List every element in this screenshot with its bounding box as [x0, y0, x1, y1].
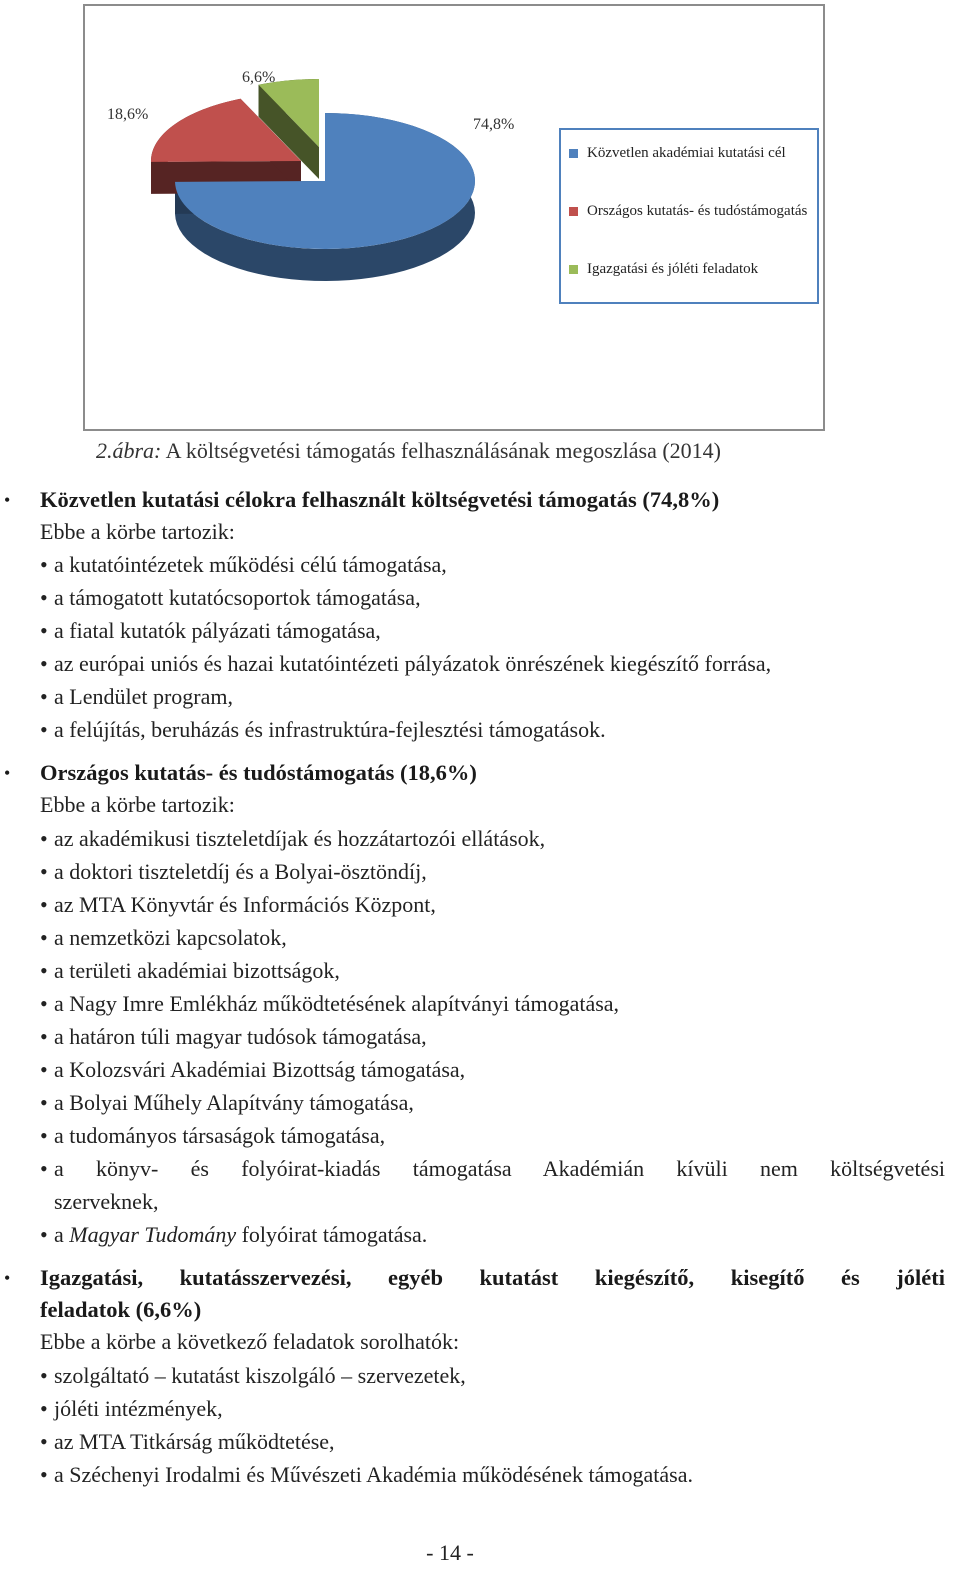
list-item: • az MTA Könyvtár és Információs Központ,: [40, 892, 436, 917]
section-3-intro: Ebbe a körbe a következő feladatok sorolhatók:: [40, 1329, 460, 1354]
section-2-intro: Ebbe a körbe tartozik:: [40, 792, 235, 817]
journal-title: Magyar Tudomány: [69, 1222, 237, 1247]
list-item: • a fiatal kutatók pályázati támogatása,: [40, 618, 381, 643]
figure-caption-text: A költségvetési támogatás felhasználásának megoszlása (2014): [161, 438, 721, 463]
section-3-title-line2: feladatok (6,6%): [40, 1297, 202, 1322]
list-item: • a tudományos társaságok támogatása,: [40, 1123, 386, 1148]
legend-label-3: Igazgatási és jóléti feladatok: [587, 261, 759, 277]
section-1-bullet: •: [4, 490, 11, 510]
legend-swatch-green: [569, 265, 578, 274]
list-item: • a Kolozsvári Akadémiai Bizottság támogatása,: [40, 1057, 466, 1082]
list-item: • a Nagy Imre Emlékház működtetésének alapítványi támogatása,: [40, 991, 620, 1016]
figure-number: 2.ábra:: [96, 438, 162, 463]
pie-label-green: 6,6%: [242, 69, 276, 86]
section-2-title: Országos kutatás- és tudóstámogatás (18,6%): [40, 760, 477, 785]
list-item: • a Lendület program,: [40, 684, 233, 709]
list-item: • a kutatóintézetek működési célú támogatása,: [40, 552, 447, 577]
list-item: • a doktori tiszteletdíj és a Bolyai-ösztöndíj,: [40, 859, 427, 884]
list-item: • az MTA Titkárság működtetése,: [40, 1429, 335, 1454]
chart-legend: [559, 128, 819, 304]
list-item: • szolgáltató – kutatást kiszolgáló – szervezetek,: [40, 1363, 466, 1388]
list-item: • a felújítás, beruházás és infrastruktúra-fejlesztési támogatások.: [40, 717, 606, 742]
list-item: • a Bolyai Műhely Alapítvány támogatása,: [40, 1090, 414, 1115]
legend-label-1: Közvetlen akadémiai kutatási cél: [587, 145, 786, 161]
figure-caption: [96, 438, 721, 464]
list-item: • a területi akadémiai bizottságok,: [40, 958, 340, 983]
pie-label-blue: 74,8%: [473, 116, 515, 133]
section-1-title: Közvetlen kutatási célokra felhasznált költségvetési támogatás (74,8%): [40, 487, 720, 512]
pie-chart-frame: [83, 4, 825, 431]
list-item: • az európai uniós és hazai kutatóintézeti pályázatok önrészének kiegészítő forrása,: [40, 651, 772, 676]
pie-label-red: 18,6%: [107, 106, 149, 123]
section-3-bullet: •: [4, 1268, 11, 1288]
list-item: • a nemzetközi kapcsolatok,: [40, 925, 287, 950]
list-item: • a Széchenyi Irodalmi és Művészeti Akadémia működésének támogatása.: [40, 1462, 694, 1487]
list-item: • a határon túli magyar tudósok támogatása,: [40, 1024, 427, 1049]
legend-swatch-blue: [569, 149, 578, 158]
list-item: • a Magyar Tudomány folyóirat támogatása.: [40, 1222, 428, 1247]
list-item: • jóléti intézmények,: [40, 1396, 223, 1421]
list-item-long-continued: szerveknek,: [54, 1189, 159, 1214]
list-item: • a támogatott kutatócsoportok támogatása,: [40, 585, 421, 610]
list-item: • az akadémikusi tiszteletdíjak és hozzátartozói ellátások,: [40, 826, 546, 851]
legend-label-2: Országos kutatás- és tudóstámogatás: [587, 203, 808, 219]
page-number: - 14 -: [426, 1540, 474, 1565]
list-item-long: • a könyv- és folyóirat-kiadás támogatása Akadémián kívüli nem költségvetési: [40, 1156, 945, 1181]
legend-swatch-red: [569, 207, 578, 216]
section-3-title-line1: Igazgatási, kutatásszervezési, egyéb kutatást kiegészítő, kisegítő és jóléti: [40, 1265, 945, 1290]
section-2-bullet: •: [4, 763, 11, 783]
section-1-intro: Ebbe a körbe tartozik:: [40, 519, 235, 544]
